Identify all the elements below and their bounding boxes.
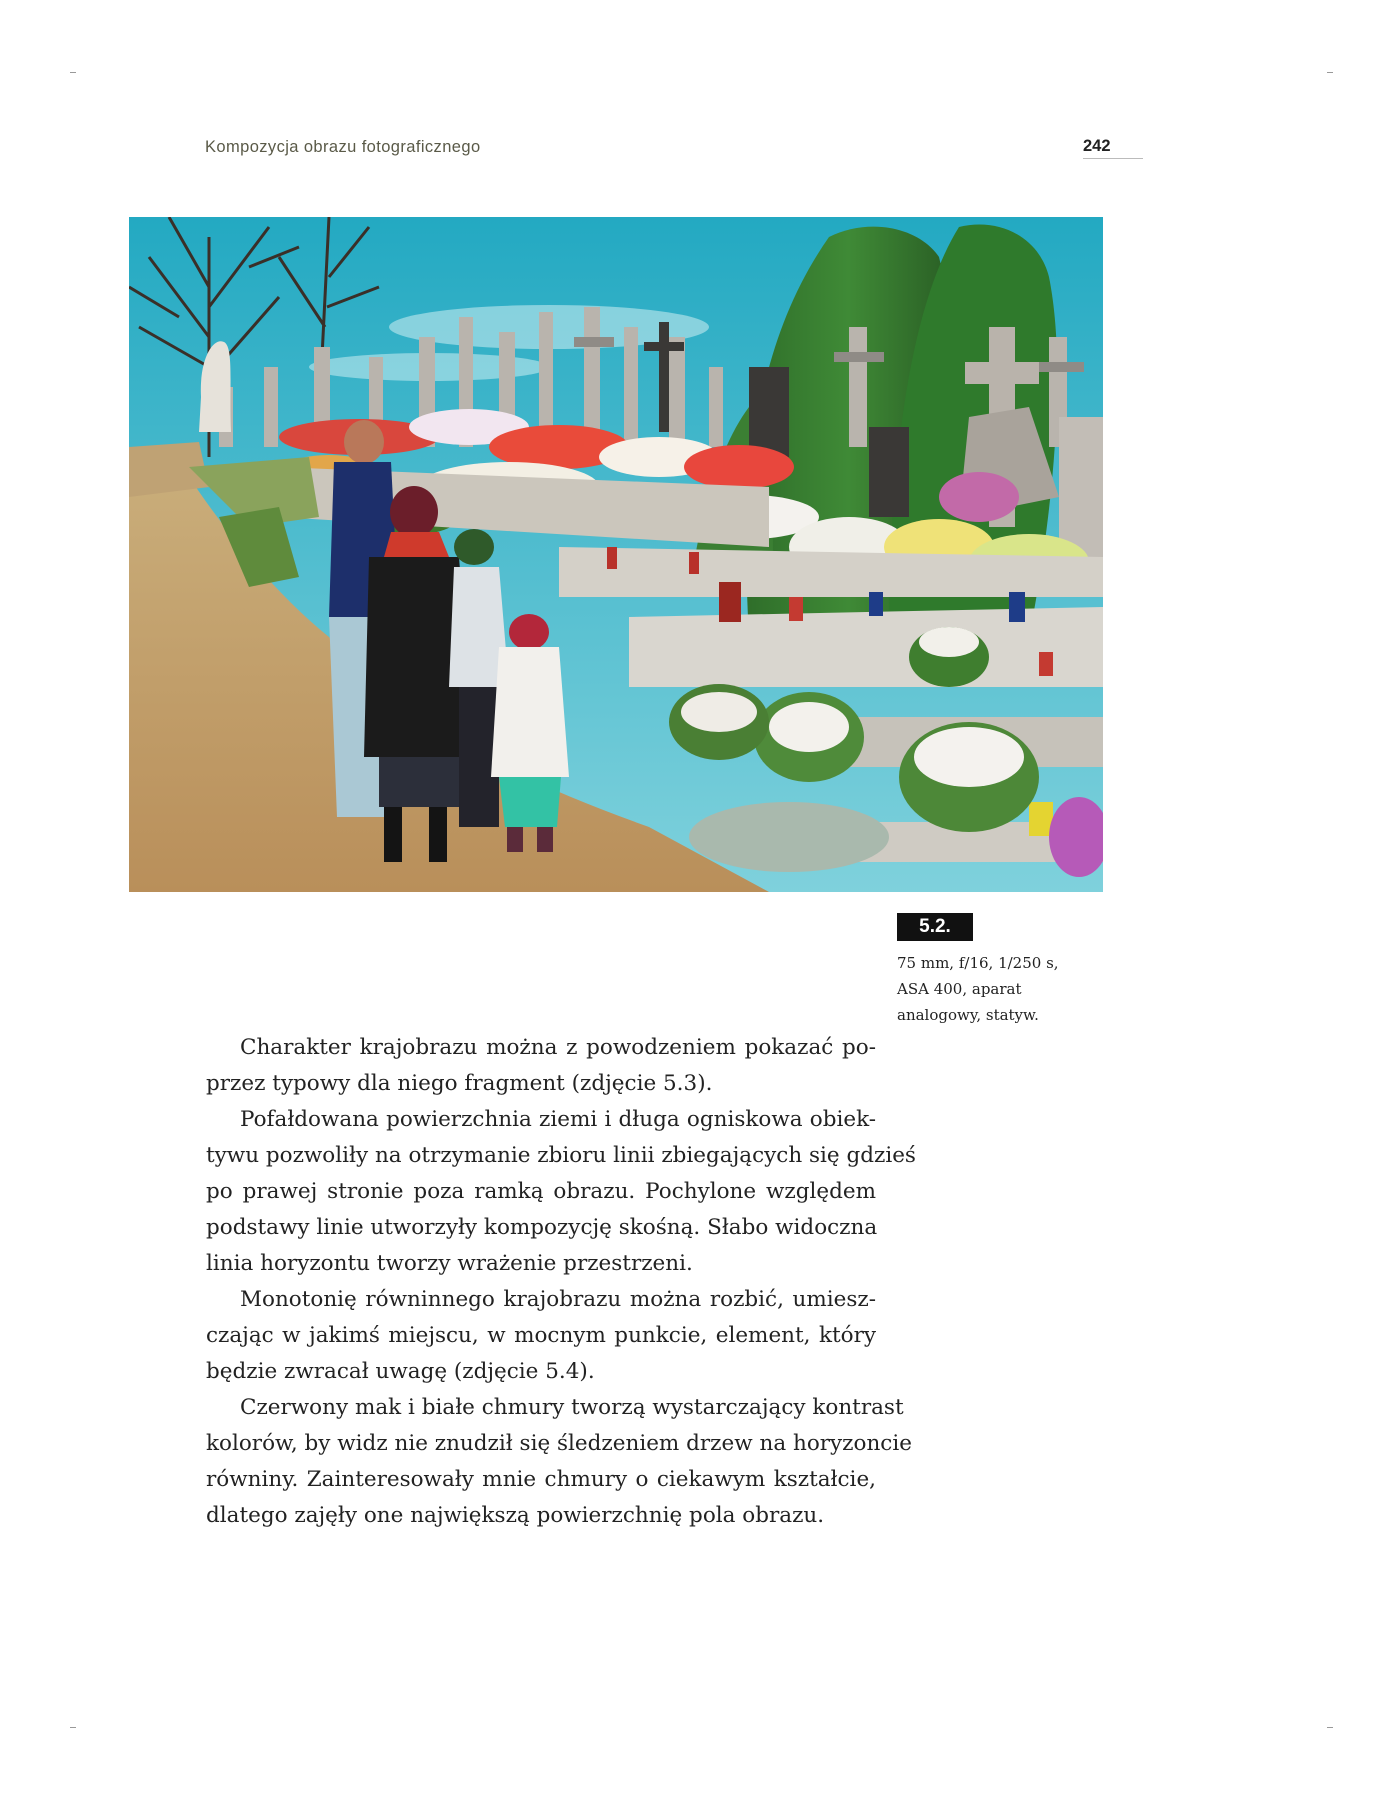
text-line: dlatego zajęły one największą powierzchnię pola obrazu. (206, 1503, 825, 1528)
cemetery-photograph (129, 217, 1103, 892)
crop-mark-top-right (1327, 72, 1333, 73)
caption-line: ASA 400, aparat (897, 980, 1022, 998)
text-line: tywu pozwoliły na otrzymanie zbioru linii zbiegających się gdzieś (206, 1143, 916, 1168)
text-line: Pofałdowana powierzchnia ziemi i długa ogniskowa obiek- (240, 1107, 876, 1132)
crop-mark-bottom-right (1327, 1727, 1333, 1728)
body-text (206, 1030, 916, 1534)
page-number: 242 (1083, 137, 1143, 159)
text-line: po prawej stronie poza ramką obrazu. Pochylone względem (206, 1179, 876, 1204)
text-line: równiny. Zainteresowały mnie chmury o ciekawym kształcie, (206, 1467, 876, 1492)
caption-line: analogowy, statyw. (897, 1006, 1039, 1024)
text-line: przez typowy dla niego fragment (zdjęcie 5.3). (206, 1071, 713, 1096)
text-line: czając w jakimś miejscu, w mocnym punkcie, element, który (206, 1323, 876, 1348)
crop-mark-bottom-left (70, 1727, 76, 1728)
caption-line: 75 mm, f/16, 1/250 s, (897, 954, 1059, 972)
text-line: kolorów, by widz nie znudził się śledzeniem drzew na horyzoncie (206, 1431, 912, 1456)
figure-label: 5.2. (897, 913, 973, 941)
text-line: Charakter krajobrazu można z powodzeniem pokazać po- (240, 1035, 876, 1060)
text-line: podstawy linie utworzyły kompozycję skośną. Słabo widoczna (206, 1215, 878, 1240)
text-line: linia horyzontu tworzy wrażenie przestrzeni. (206, 1251, 693, 1276)
crop-mark-top-left (70, 72, 76, 73)
text-line: Monotonię równinnego krajobrazu można rozbić, umiesz- (240, 1287, 876, 1312)
text-line: będzie zwracał uwagę (zdjęcie 5.4). (206, 1359, 595, 1384)
running-title: Kompozycja obrazu fotograficznego (205, 138, 481, 156)
figure-caption (897, 950, 1087, 1028)
text-line: Czerwony mak i białe chmury tworzą wystarczający kontrast (240, 1395, 904, 1420)
